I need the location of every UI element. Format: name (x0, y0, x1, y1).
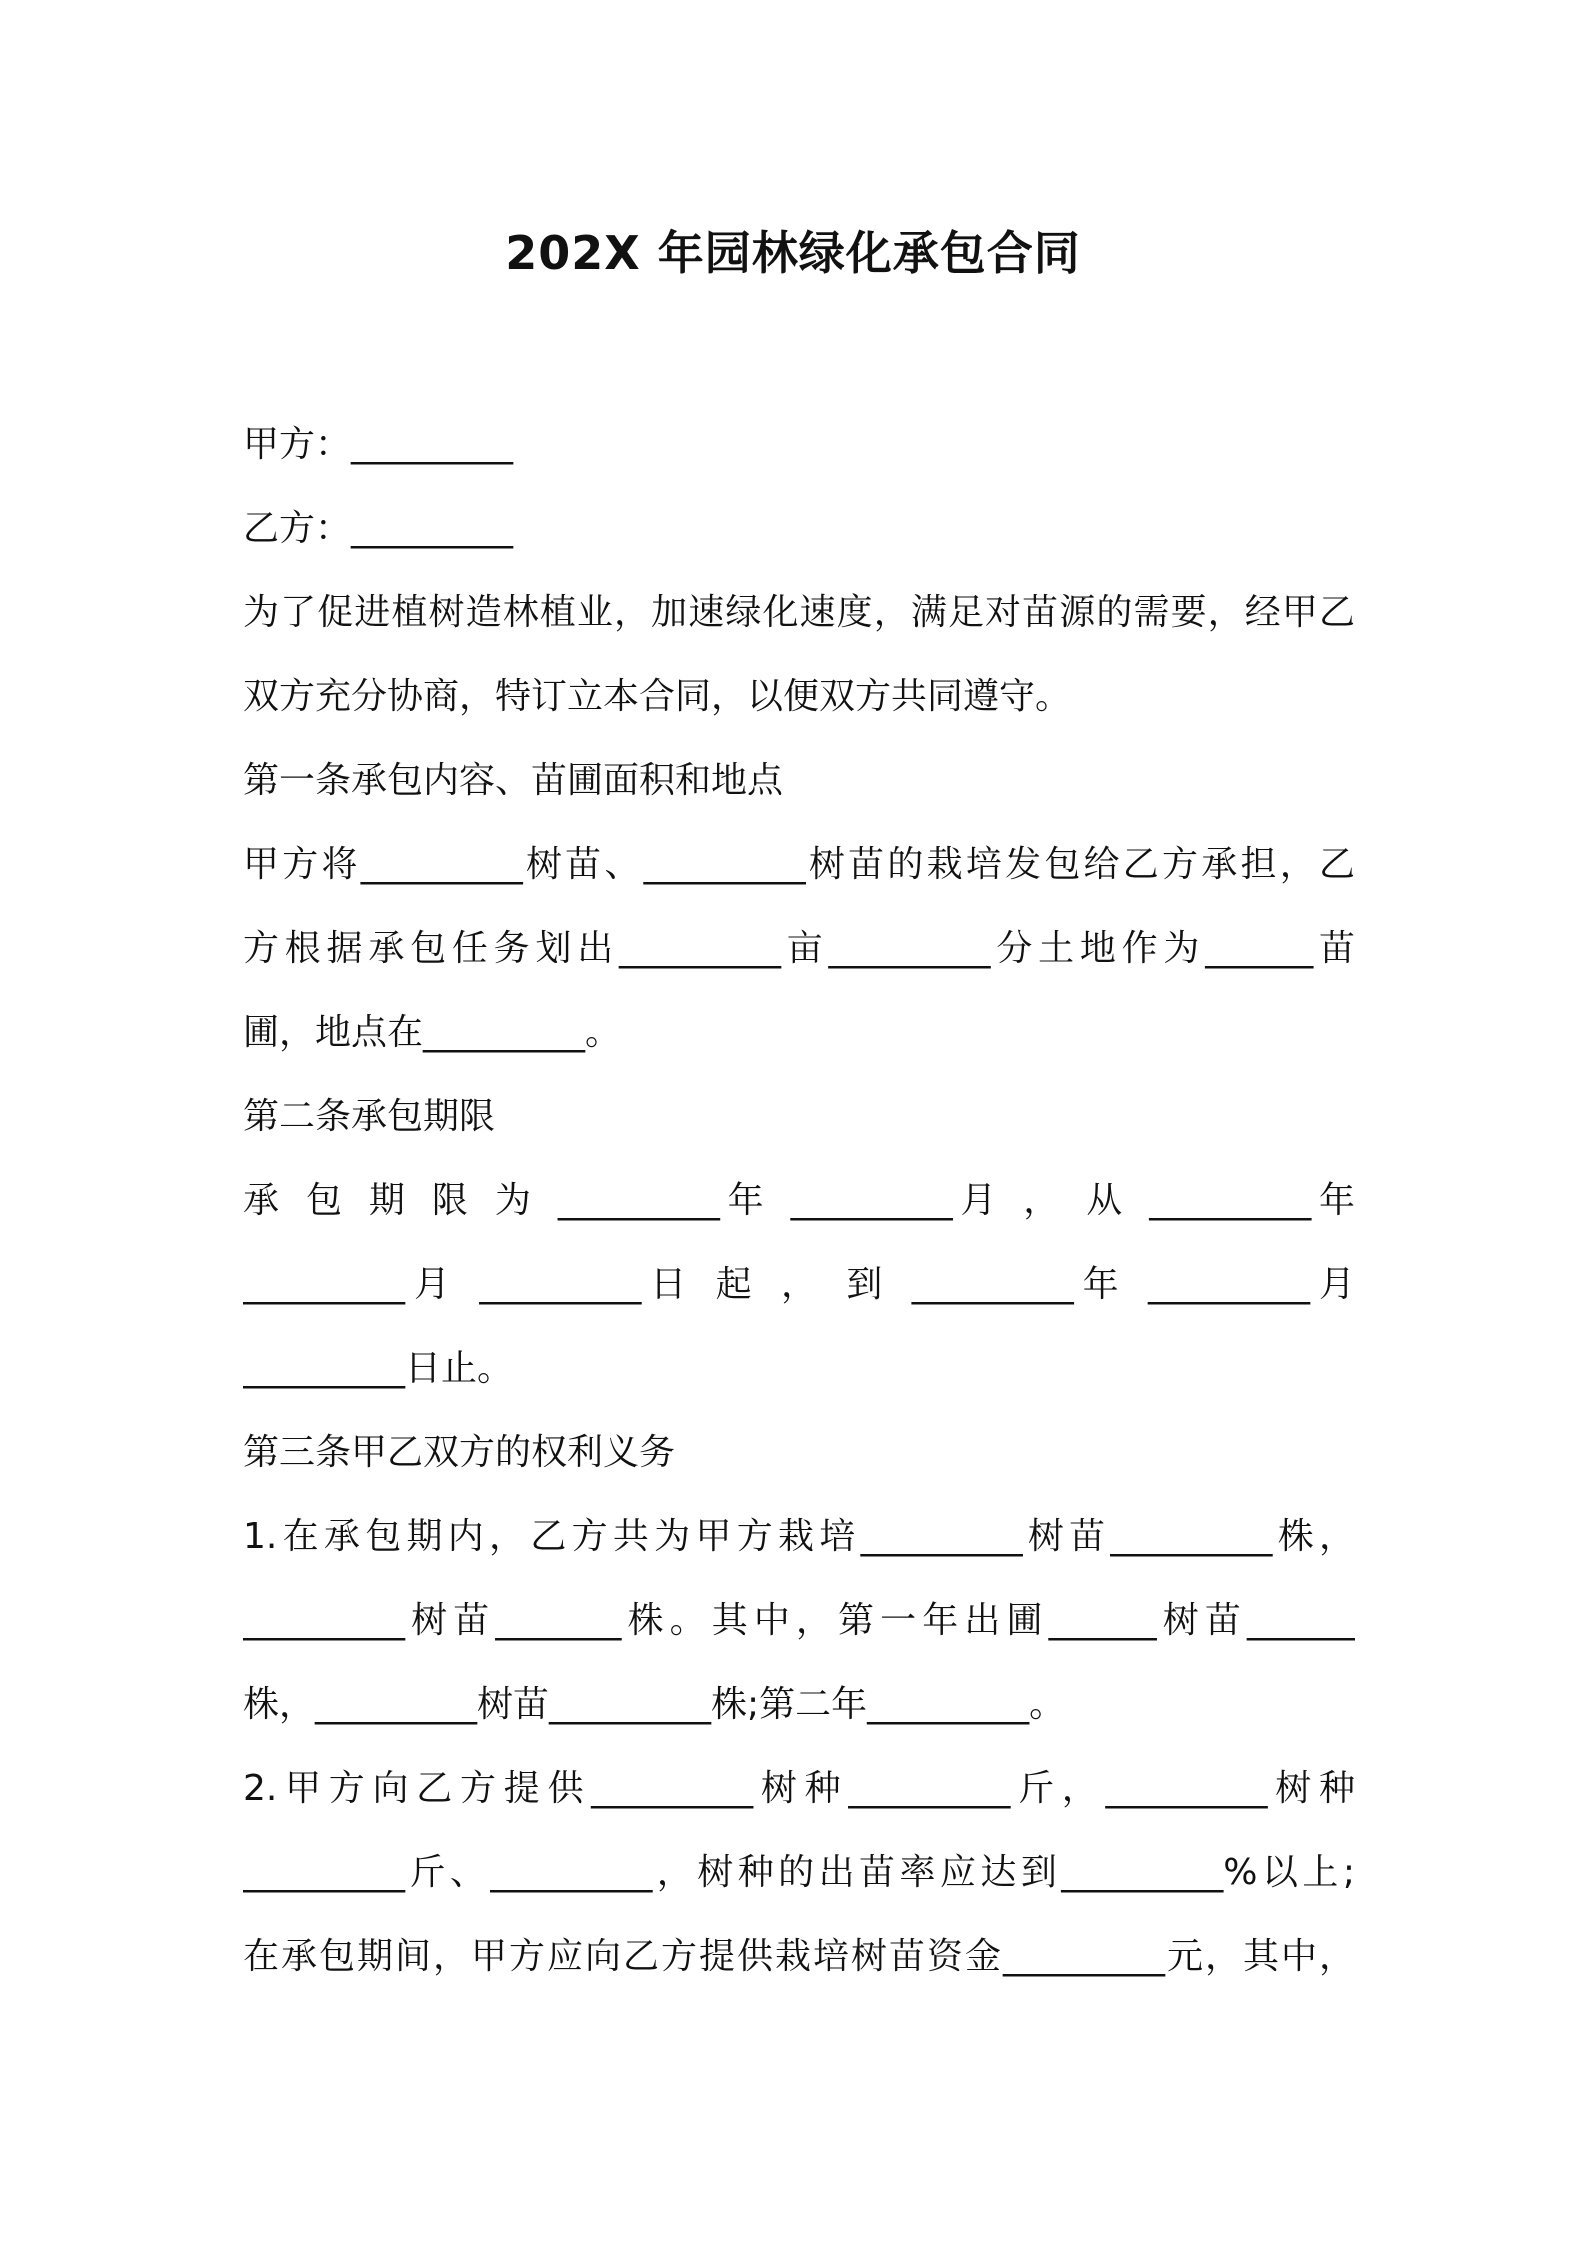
article-2-line-3: _________日止。 (243, 1348, 514, 1389)
document-body (243, 403, 1355, 1999)
article-2-heading: 第二条承包期限 (243, 1096, 496, 1137)
document-title: 202X 年园林绿化承包合同 (505, 226, 1081, 280)
article-1-line-1: 甲方将_________树苗、_________树苗的栽培发包给乙方承担，乙 (243, 844, 1355, 885)
article-3-clause-1-line-1: 1.在承包期内，乙方共为甲方栽培_________树苗_________株， (243, 1516, 1355, 1557)
article-2-line-1: 承 包 期 限 为 _________年 _________月 ， 从 _________年 (243, 1180, 1355, 1221)
article-3-clause-2-line-1: 2.甲方向乙方提供_________树种_________斤，_________树种 (243, 1768, 1355, 1809)
article-1-line-3: 圃，地点在_________。 (243, 1012, 622, 1053)
party-b-line: 乙方：_________ (243, 508, 514, 549)
preamble-line-2: 双方充分协商，特订立本合同，以便双方共同遵守。 (243, 676, 1072, 717)
article-3-clause-2-line-2: _________斤、_________，树种的出苗率应达到_________%以上; (243, 1852, 1355, 1893)
article-2-line-2: _________月 _________日 起 ， 到 _________年 _________月 (243, 1264, 1355, 1305)
preamble-line-1: 为了促进植树造林植业，加速绿化速度，满足对苗源的需要，经甲乙 (243, 592, 1355, 633)
article-1-heading: 第一条承包内容、苗圃面积和地点 (243, 760, 784, 801)
article-3-clause-1-line-2: _________树苗_______株。其中，第一年出圃______树苗______ (243, 1600, 1355, 1641)
article-1-line-2: 方根据承包任务划出_________亩_________分土地作为______苗 (243, 928, 1355, 969)
article-3-heading: 第三条甲乙双方的权利义务 (243, 1432, 676, 1473)
article-3-clause-1-line-3: 株，_________树苗_________株;第二年_________。 (243, 1684, 1066, 1725)
party-a-line: 甲方：_________ (243, 424, 514, 465)
article-3-clause-2-line-3: 在承包期间，甲方应向乙方提供栽培树苗资金_________元，其中， (243, 1936, 1355, 1977)
